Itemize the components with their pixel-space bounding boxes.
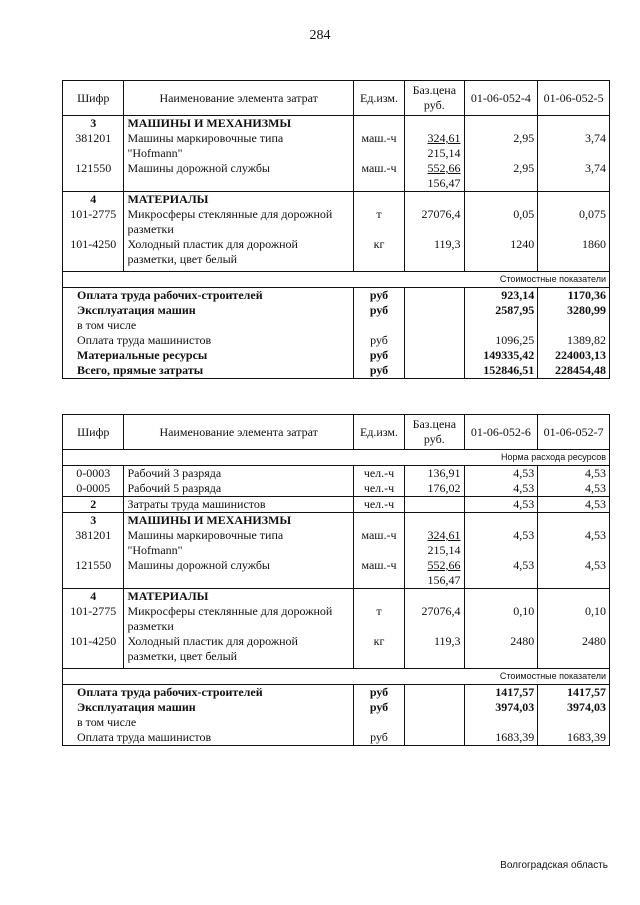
summary-label: Оплата труда машинистов bbox=[63, 730, 354, 746]
summary-label: Эксплуатация машин bbox=[63, 700, 354, 715]
summary-unit: руб bbox=[353, 730, 404, 746]
row-value-a: 4,53 bbox=[464, 497, 538, 513]
row-name: Микросферы стеклянные для дорожной разметки bbox=[124, 604, 353, 634]
summary-row bbox=[63, 333, 610, 348]
row-value-b: 4,53 bbox=[538, 481, 610, 497]
subheader-row bbox=[63, 272, 610, 288]
row-code: 121550 bbox=[63, 558, 124, 589]
row-name: Машины маркировочные типа "Hofmann" bbox=[124, 528, 353, 558]
summary-row bbox=[63, 288, 610, 304]
row-value-a: 4,53 bbox=[464, 528, 538, 558]
row-unit: маш.-ч bbox=[353, 558, 404, 589]
row-value-a: 4,53 bbox=[464, 466, 538, 482]
row-unit: т bbox=[353, 207, 404, 237]
summary-unit: руб bbox=[353, 363, 404, 379]
summary-value-a: 149335,42 bbox=[464, 348, 538, 363]
table-row bbox=[63, 161, 610, 192]
summary-row bbox=[63, 730, 610, 746]
row-value-a: 1240 bbox=[464, 237, 538, 267]
row-price: 552,66 156,47 bbox=[405, 558, 464, 589]
header-unit: Ед.изм. bbox=[353, 415, 404, 450]
row-unit: кг bbox=[353, 634, 404, 664]
header-code: Шифр bbox=[63, 415, 124, 450]
table-row bbox=[63, 481, 610, 497]
summary-label: Оплата труда рабочих-строителей bbox=[63, 288, 354, 304]
row-value-b: 3,74 bbox=[538, 161, 610, 192]
row-value-a: 2,95 bbox=[464, 131, 538, 161]
table-header bbox=[63, 81, 610, 116]
row-price: 119,3 bbox=[405, 634, 464, 664]
summary-value-b: 228454,48 bbox=[538, 363, 610, 379]
row-price: 27076,4 bbox=[405, 604, 464, 634]
row-value-a: 0,05 bbox=[464, 207, 538, 237]
row-unit: маш.-ч bbox=[353, 528, 404, 558]
row-code: 121550 bbox=[63, 161, 124, 192]
row-value-b: 4,53 bbox=[538, 497, 610, 513]
row-value-b: 2480 bbox=[538, 634, 610, 664]
section-title: МАТЕРИАЛЫ bbox=[124, 192, 353, 208]
section-row bbox=[63, 192, 610, 208]
summary-label: Всего, прямые затраты bbox=[63, 363, 354, 379]
header-col-b: 01-06-052-5 bbox=[538, 81, 610, 116]
row-value-b: 4,53 bbox=[538, 558, 610, 589]
row-value-b: 0,075 bbox=[538, 207, 610, 237]
summary-value-a: 2587,95 bbox=[464, 303, 538, 318]
subheader-label: Норма расхода ресурсов bbox=[63, 450, 610, 466]
table-row bbox=[63, 634, 610, 664]
row-value-b: 4,53 bbox=[538, 466, 610, 482]
section-row bbox=[63, 497, 610, 513]
row-value-a: 4,53 bbox=[464, 481, 538, 497]
row-code: 381201 bbox=[63, 131, 124, 161]
row-price: 552,66 156,47 bbox=[405, 161, 464, 192]
summary-value-b: 1389,82 bbox=[538, 333, 610, 348]
header-unit: Ед.изм. bbox=[353, 81, 404, 116]
section-title: МАШИНЫ И МЕХАНИЗМЫ bbox=[124, 513, 353, 529]
row-unit: кг bbox=[353, 237, 404, 267]
subheader-row bbox=[63, 669, 610, 685]
subheader-label: Стоимостные показатели bbox=[63, 272, 610, 288]
section-row bbox=[63, 513, 610, 529]
section-title: МАШИНЫ И МЕХАНИЗМЫ bbox=[124, 116, 353, 132]
row-value-a: 4,53 bbox=[464, 558, 538, 589]
summary-value-a: 152846,51 bbox=[464, 363, 538, 379]
region-footer: Волгоградская область bbox=[500, 860, 608, 871]
row-unit: маш.-ч bbox=[353, 161, 404, 192]
summary-row bbox=[63, 303, 610, 318]
summary-label: Эксплуатация машин bbox=[63, 303, 354, 318]
row-value-b: 0,10 bbox=[538, 604, 610, 634]
section-number: 3 bbox=[63, 513, 124, 529]
summary-value-a: 1417,57 bbox=[464, 685, 538, 701]
row-price: 136,91 bbox=[405, 466, 464, 482]
summary-value-b: 3280,99 bbox=[538, 303, 610, 318]
header-name: Наименование элемента затрат bbox=[124, 415, 353, 450]
subheader-label: Стоимостные показатели bbox=[63, 669, 610, 685]
summary-unit: руб bbox=[353, 288, 404, 304]
row-value-b: 4,53 bbox=[538, 528, 610, 558]
row-unit: т bbox=[353, 604, 404, 634]
row-value-b: 3,74 bbox=[538, 131, 610, 161]
summary-value-b: 3974,03 bbox=[538, 700, 610, 715]
row-price: 324,61 215,14 bbox=[405, 528, 464, 558]
summary-value-a: 3974,03 bbox=[464, 700, 538, 715]
row-code: 101-4250 bbox=[63, 237, 124, 267]
summary-row bbox=[63, 363, 610, 379]
cost-table-1 bbox=[62, 80, 610, 379]
row-value-a: 2480 bbox=[464, 634, 538, 664]
section-number: 2 bbox=[63, 497, 124, 513]
summary-value-b: 1170,36 bbox=[538, 288, 610, 304]
cost-table-2 bbox=[62, 414, 610, 746]
row-price: 119,3 bbox=[405, 237, 464, 267]
table-row bbox=[63, 604, 610, 634]
row-code: 101-2775 bbox=[63, 207, 124, 237]
section-row bbox=[63, 116, 610, 132]
row-name: Рабочий 5 разряда bbox=[124, 481, 353, 497]
row-value-a: 2,95 bbox=[464, 161, 538, 192]
row-name: Холодный пластик для дорожной разметки, цвет белый bbox=[124, 634, 353, 664]
section-number: 3 bbox=[63, 116, 124, 132]
summary-value-b: 1417,57 bbox=[538, 685, 610, 701]
header-base-price: Баз.цена руб. bbox=[405, 81, 464, 116]
section-row bbox=[63, 589, 610, 605]
summary-label: Оплата труда машинистов bbox=[63, 333, 354, 348]
summary-unit: руб bbox=[353, 685, 404, 701]
summary-unit: руб bbox=[353, 333, 404, 348]
row-value-b: 1860 bbox=[538, 237, 610, 267]
section-number: 4 bbox=[63, 192, 124, 208]
summary-value-b: 1683,39 bbox=[538, 730, 610, 746]
summary-row bbox=[63, 715, 610, 730]
summary-value-a: 1683,39 bbox=[464, 730, 538, 746]
summary-value-a: 923,14 bbox=[464, 288, 538, 304]
row-code: 0-0005 bbox=[63, 481, 124, 497]
row-code: 381201 bbox=[63, 528, 124, 558]
section-number: 4 bbox=[63, 589, 124, 605]
summary-row bbox=[63, 685, 610, 701]
summary-label: в том числе bbox=[63, 715, 354, 730]
row-name: Машины дорожной службы bbox=[124, 558, 353, 589]
summary-row bbox=[63, 700, 610, 715]
row-name: Микросферы стеклянные для дорожной разметки bbox=[124, 207, 353, 237]
header-col-a: 01-06-052-4 bbox=[464, 81, 538, 116]
table-row bbox=[63, 207, 610, 237]
section-title: МАТЕРИАЛЫ bbox=[124, 589, 353, 605]
row-unit: чел.-ч bbox=[353, 466, 404, 482]
row-code: 101-4250 bbox=[63, 634, 124, 664]
table-row bbox=[63, 558, 610, 589]
row-name: Машины дорожной службы bbox=[124, 161, 353, 192]
table-row bbox=[63, 237, 610, 267]
table-row bbox=[63, 131, 610, 161]
row-price: 324,61 215,14 bbox=[405, 131, 464, 161]
table-row bbox=[63, 466, 610, 482]
header-name: Наименование элемента затрат bbox=[124, 81, 353, 116]
row-value-a: 0,10 bbox=[464, 604, 538, 634]
header-col-a: 01-06-052-6 bbox=[464, 415, 538, 450]
row-unit: маш.-ч bbox=[353, 131, 404, 161]
summary-unit: руб bbox=[353, 348, 404, 363]
summary-label: в том числе bbox=[63, 318, 354, 333]
summary-value-b: 224003,13 bbox=[538, 348, 610, 363]
table-header bbox=[63, 415, 610, 450]
summary-row bbox=[63, 348, 610, 363]
row-code: 101-2775 bbox=[63, 604, 124, 634]
section-title: Затраты труда машинистов bbox=[124, 497, 353, 513]
summary-row bbox=[63, 318, 610, 333]
row-name: Рабочий 3 разряда bbox=[124, 466, 353, 482]
row-price: 27076,4 bbox=[405, 207, 464, 237]
table-row bbox=[63, 528, 610, 558]
header-code: Шифр bbox=[63, 81, 124, 116]
page-number: 284 bbox=[309, 28, 331, 43]
row-name: Машины маркировочные типа "Hofmann" bbox=[124, 131, 353, 161]
summary-label: Материальные ресурсы bbox=[63, 348, 354, 363]
summary-unit: руб bbox=[353, 700, 404, 715]
header-col-b: 01-06-052-7 bbox=[538, 415, 610, 450]
row-name: Холодный пластик для дорожной разметки, цвет белый bbox=[124, 237, 353, 267]
summary-unit: руб bbox=[353, 303, 404, 318]
summary-value-a: 1096,25 bbox=[464, 333, 538, 348]
header-base-price: Баз.цена руб. bbox=[405, 415, 464, 450]
row-code: 0-0003 bbox=[63, 466, 124, 482]
row-unit: чел.-ч bbox=[353, 481, 404, 497]
row-unit: чел.-ч bbox=[353, 497, 404, 513]
summary-label: Оплата труда рабочих-строителей bbox=[63, 685, 354, 701]
row-price: 176,02 bbox=[405, 481, 464, 497]
subheader-row bbox=[63, 450, 610, 466]
